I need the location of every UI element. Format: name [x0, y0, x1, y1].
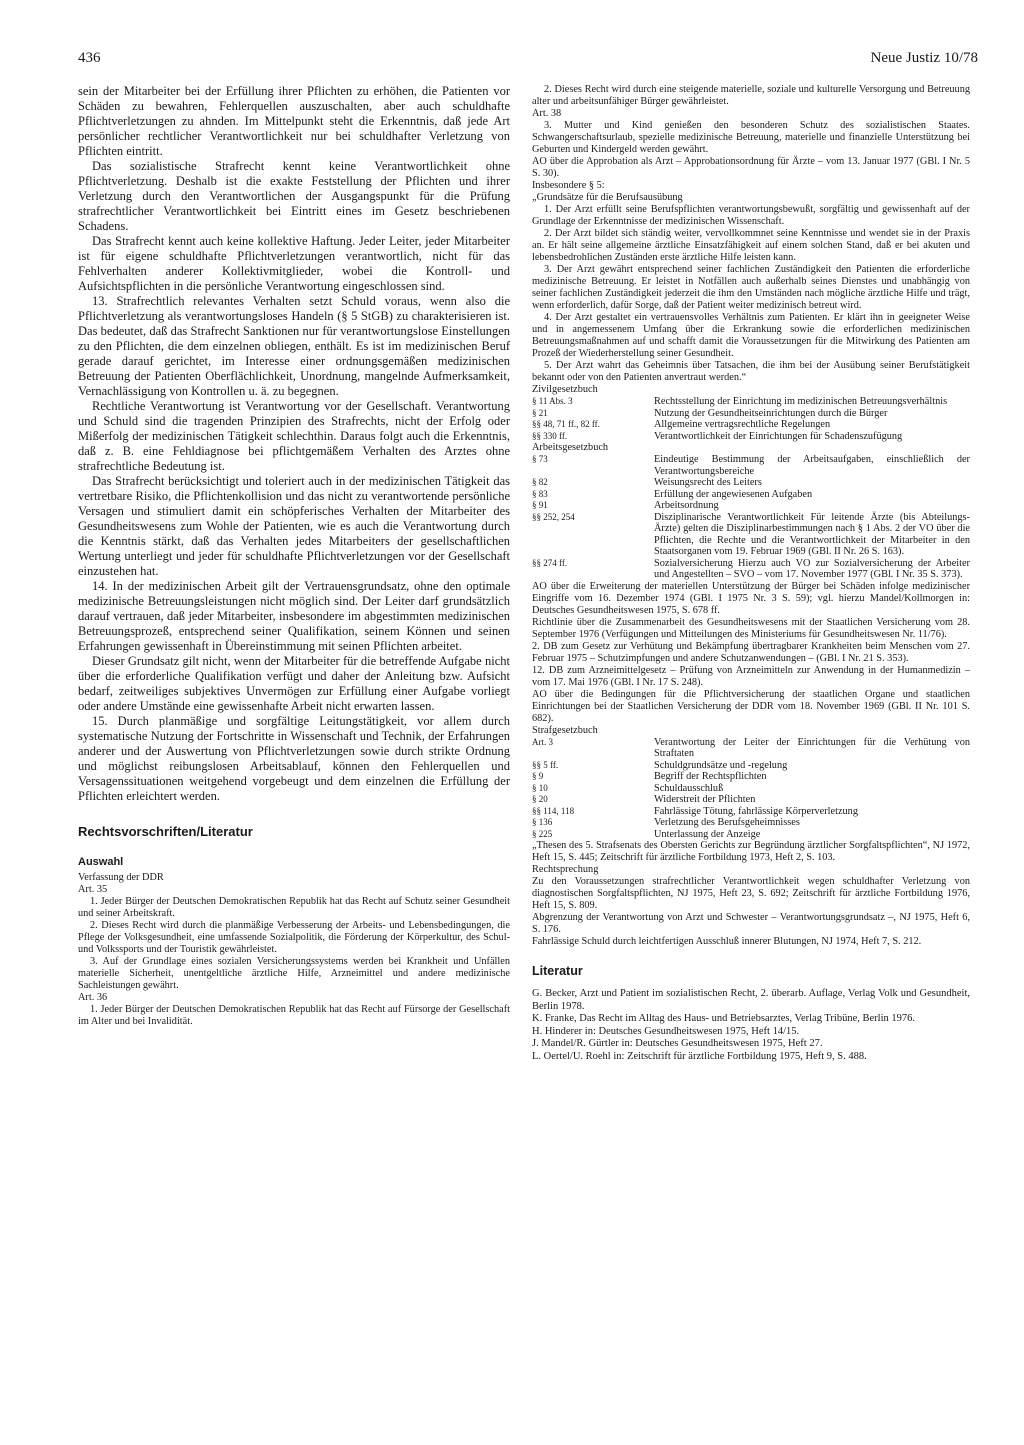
- law-text: Widerstreit der Pflichten: [654, 794, 756, 805]
- law-entry: [532, 806, 970, 818]
- code-title: Arbeitsgesetzbuch: [532, 442, 609, 453]
- source-text: 1. Der Arzt erfüllt seine Berufspflichten verantwortungsbewußt, sorgfältig und gewissenhaft auf der Grundlage der Erkenntnisse der medizinischen Wissenschaft.: [532, 204, 970, 227]
- body-paragraph: sein der Mitarbeiter bei der Erfüllung ihrer Pflichten zu erhöhen, die Patienten vor Schäden zu bewahren, Fehlerquellen auszuschalten, aber auch schuldhafte Pflichtverletzungen zu ahnden. Im Mittelpunkt steht die Erkenntnis, daß jede Art persönlicher rechtlicher Verantwortlichkeit nur bei schuldhafter Verletzung von Pflichten eintritt.: [78, 84, 510, 158]
- journal-issue: Neue Justiz 10/78: [870, 50, 978, 66]
- law-entry: [532, 794, 970, 806]
- law-entry: [532, 737, 970, 760]
- law-entry: [532, 558, 970, 581]
- body-paragraph: Das Strafrecht berücksichtigt und toleriert auch in der medizinischen Tätigkeit das vertretbare Risiko, die Pflichtenkollision und das nicht zu verantwortende persönliche Versagen und stimuliert damit ein schöpferisches Verhalten der Mitarbeiter des Gesundheitswesens zum Wohle der Patienten, wie es auch die Verantwortung durch die Kenntnis stärkt, daß das Verhalten jedes Mitarbeiters der gesellschaftlichen Wertung unterliegt und jeder für schuldhafte Pflichtverletzungen vor der Gesellschaft einzustehen hat.: [78, 474, 510, 578]
- source-text: 2. DB zum Gesetz zur Verhütung und Bekämpfung übertragbarer Krankheiten beim Menschen vom 27. Februar 1975 – Schutzimpfungen und andere Schutzanwendungen – (GBl. I Nr. 21 S. 353).: [532, 640, 970, 664]
- law-entry: [532, 771, 970, 783]
- literature-item: L. Oertel/U. Roehl in: Zeitschrift für ärztliche Fortbildung 1975, Heft 9, S. 488.: [532, 1050, 867, 1062]
- law-entry: [532, 512, 970, 558]
- article-ref: Art. 36: [78, 992, 108, 1003]
- sources-list: [78, 872, 510, 1028]
- left-column: [78, 84, 510, 1028]
- source-text: 2. Der Arzt bildet sich ständig weiter, vervollkommnet seine Kenntnisse und wendet sie in der Praxis an. Er hält seine allgemeine ärztliche Einsatzfähigkeit auf einem solchen Stand, daß er bei akuten und lebensbedrohlichen Zuständen erste ärztliche Hilfe leisten kann.: [532, 228, 970, 263]
- body-paragraph: Rechtliche Verantwortung ist Verantwortung vor der Gesellschaft. Verantwortung und Schuld sind die tragenden Prinzipien des Strafrechts, nicht der Erfolg oder Mißerfolg der medizinischen Tätigkeit schlechthin. Daraus folgt auch die Erkenntnis, daß z. B. eine Fehldiagnose bei pflichtgemäßem Verhalten des Arztes ohne strafrechtliche Bedeutung ist.: [78, 399, 510, 473]
- source-text: „Thesen des 5. Strafsenats des Obersten Gerichts zur Begründung ärztlicher Sorgfaltspflichten“, NJ 1972, Heft 15, S. 445; Zeitschrift für ärztliche Fortbildung 1973, Heft 2, S. 103.: [532, 840, 970, 863]
- case-law: [532, 840, 970, 948]
- law-ref: Art. 3: [532, 736, 553, 747]
- section-heading: Rechtsvorschriften/Literatur: [78, 824, 253, 839]
- source-text: AO über die Erweiterung der materiellen Unterstützung der Bürger bei Schäden infolge medizinischer Eingriffe vom 16. Dezember 1974 (GBl. I 1975 Nr. 3 S. 59); vgl. hierzu Mandel/Kollmorgen in: Deutsches Gesundheitswesen 1975, S. 678 ff.: [532, 580, 970, 616]
- law-entry: [532, 783, 970, 795]
- code-title: Zivilgesetzbuch: [532, 384, 598, 395]
- page-header: [78, 50, 978, 74]
- source-text: AO über die Bedingungen für die Pflichtversicherung der staatlichen Organe und staatlichen Einrichtungen bei der Staatlichen Versicherung der DDR vom 18. November 1969 (GBl. II Nr. 101 S. 682).: [532, 688, 970, 724]
- law-ref: § 10: [532, 782, 548, 793]
- source-text: 3. Auf der Grundlage eines sozialen Versicherungssystems werden bei Krankheit und Unfällen materielle Sicherheit, unentgeltliche ärztliche Hilfe, Arzneimittel und andere medizinische Sachleistungen gewährt.: [78, 956, 510, 991]
- source-text: 1. Jeder Bürger der Deutschen Demokratischen Republik hat das Recht auf Schutz seiner Gesundheit und seiner Arbeitskraft.: [78, 896, 510, 919]
- source-text: Insbesondere § 5:: [532, 180, 605, 191]
- source-text: 4. Der Arzt gestaltet ein vertrauensvolles Verhältnis zum Patienten. Er klärt ihn in geeigneter Weise und in angemessenem Umfang über die Erkrankung sowie die erforderlichen medizinischen Betreuungsmaßnahmen auf und schafft damit die Voraussetzungen für die Mitwirkung des Patienten am Prozeß der Wiederherstellung seiner Gesundheit.: [532, 312, 970, 359]
- article-ref: Art. 38: [532, 108, 562, 119]
- law-text: Begriff der Rechtspflichten: [654, 771, 767, 782]
- law-text: Eindeutige Bestimmung der Arbeitsaufgaben, einschließlich der Verantwortungsbereiche: [654, 454, 970, 477]
- law-entry: [532, 431, 970, 443]
- law-text: Verantwortung der Leiter der Einrichtungen für die Verhütung von Straftaten: [654, 736, 970, 759]
- literature-list: [532, 988, 970, 1063]
- law-entry: [532, 396, 970, 408]
- law-text: Weisungsrecht des Leiters: [654, 477, 762, 488]
- further-regulations: [532, 581, 970, 737]
- law-text: Schuldausschluß: [654, 782, 724, 794]
- law-entry: [532, 500, 970, 512]
- article-ref: Art. 35: [78, 884, 108, 895]
- source-text: 2. Dieses Recht wird durch eine steigende materielle, soziale und kulturelle Versorgung und Betreuung alter und arbeitsunfähiger Bürger gewährleistet.: [532, 84, 970, 107]
- law-ref: § 82: [532, 477, 548, 487]
- agb-list: [532, 454, 970, 581]
- law-ref: § 91: [532, 500, 548, 510]
- law-ref: § 73: [532, 454, 548, 464]
- body-paragraph: 14. In der medizinischen Arbeit gilt der Vertrauensgrundsatz, ohne den optimale medizinische Betreuungsleistungen nicht möglich sind. Der Leiter darf grundsätzlich darauf vertrauen, daß jeder Mitarbeiter, insbesondere im abgestimmten medizinischen Betreuungsprozeß, entsprechend seiner Qualifikation, seinem Können und seinen Erfahrungen gewissenhaft in Übereinstimmung mit seinen Pflichten arbeitet.: [78, 579, 510, 653]
- law-text: Arbeitsordnung: [654, 500, 719, 511]
- law-text: Allgemeine vertragsrechtliche Regelungen: [654, 419, 831, 430]
- law-ref: §§ 114, 118: [532, 805, 575, 816]
- literature-item: K. Franke, Das Recht im Alltag des Haus- und Betriebsarztes, Verlag Tribüne, Berlin 1976.: [532, 1013, 915, 1024]
- law-ref: § 11 Abs. 3: [532, 396, 573, 406]
- law-ref: § 83: [532, 488, 548, 499]
- body-paragraph: Das sozialistische Strafrecht kennt keine Verantwortlichkeit ohne Pflichtverletzung. Deshalb ist die exakte Feststellung der Pflichten und ihrer Verletzung durch den Verantwortlichen der Ausgangspunkt für die Prüfung strafrechtlicher Verantwortlichkeit bei Eintritt eines im Gesetz beschriebenen Schadens.: [78, 159, 510, 233]
- law-text: Schuldgrundsätze und -regelung: [654, 759, 788, 771]
- law-entry: [532, 454, 970, 477]
- law-ref: §§ 274 ff.: [532, 557, 568, 568]
- source-text: „Grundsätze für die Berufsausübung: [532, 192, 683, 203]
- law-text: Unterlassung der Anzeige: [654, 828, 761, 840]
- source-text: 5. Der Arzt wahrt das Geheimnis über Tatsachen, die ihm bei der Ausübung seiner Berufstätigkeit bekannt oder von den Patienten anvertraut werden.“: [532, 360, 970, 383]
- literature-item: G. Becker, Arzt und Patient im sozialistischen Recht, 2. überarb. Auflage, Verlag Volk und Gesundheit, Berlin 1978.: [532, 988, 970, 1012]
- subsection-heading: Auswahl: [78, 856, 124, 868]
- law-text: Verantwortlichkeit der Einrichtungen für Schadenszufügung: [654, 430, 903, 442]
- law-text: Erfüllung der angewiesenen Aufgaben: [654, 488, 813, 500]
- code-title: Strafgesetzbuch: [532, 724, 598, 736]
- literature-heading: Literatur: [532, 964, 583, 978]
- law-ref: §§ 48, 71 ff., 82 ff.: [532, 419, 600, 429]
- law-ref: § 20: [532, 794, 548, 804]
- agb-title-wrap: [532, 442, 970, 454]
- law-entry: [532, 817, 970, 829]
- source-text: Rechtsprechung: [532, 864, 599, 875]
- body-paragraph: Dieser Grundsatz gilt nicht, wenn der Mitarbeiter für die betreffende Aufgabe nicht über die erforderliche Qualifikation verfügt und daher der Anleitung bzw. Aufsicht bedarf, zeitweiliges subjektives Unvermögen zur Erfüllung einer Aufgabe vorliegt oder andere Umstände eine gewissenhafte Arbeit nicht erwarten lassen.: [78, 654, 510, 713]
- law-text: Verletzung des Berufsgeheimnisses: [654, 817, 800, 828]
- source-text: Richtlinie über die Zusammenarbeit des Gesundheitswesens mit der Staatlichen Versicherung vom 28. September 1976 (Verfügungen und Mitteilungen des Ministeriums für Gesundheitswesen Nr. 11/76).: [532, 616, 970, 640]
- page-number: 436: [78, 50, 101, 66]
- body-paragraph: 13. Strafrechtlich relevantes Verhalten setzt Schuld voraus, wenn also die Pflichtverletzung als verantwortungsloses Handeln (§ 5 StGB) zu charakterisieren ist. Das bedeutet, daß das Strafrecht Sanktionen nur für verantwortungslose Einstellungen zu den Pflichten, die dem einzelnen obliegen, enthält. Es ist im medizinischen Beruf gerade darauf gerichtet, im Interesse einer ordnungsgemäßen medizinischen Betreuung der Patienten Oberflächlichkeit, Unordnung, mangelnde Aufmerksamkeit, Vernachlässigung von Kontrollen u. ä. zu begegnen.: [78, 294, 510, 398]
- source-text: AO über die Approbation als Arzt – Approbationsordnung für Ärzte – vom 13. Januar 1977 (GBl. I Nr. 5 S. 30).: [532, 156, 970, 179]
- law-text: Nutzung der Gesundheitseinrichtungen durch die Bürger: [654, 407, 888, 419]
- law-ref: §§ 5 ff.: [532, 759, 559, 770]
- source-text: 2. Dieses Recht wird durch die planmäßige Verbesserung der Arbeits- und Lebensbedingungen, die Pflege der Volksgesundheit, eine umfassende Sozialpolitik, die Förderung der Körperkultur, des Schul- und Volkssports und der Touristik gewährleistet.: [78, 920, 510, 955]
- source-title: Verfassung der DDR: [78, 872, 164, 883]
- source-text: 12. DB zum Arzneimittelgesetz – Prüfung von Arzneimitteln zur Anwendung in der Humanmedizin – vom 17. Mai 1976 (GBl. I Nr. 17 S. 248).: [532, 664, 970, 688]
- law-ref: §§ 330 ff.: [532, 430, 568, 441]
- law-text: Disziplinarische Verantwortlichkeit Für leitende Ärzte (bis Abteilungs-Ärzte) gelten die Disziplinarbestimmungen nach § 1 Abs. 2 der VO über die Pflichten, die Rechte und die Verantwortlichkeit der Mitarbeiter in den Staatsorganen vom 19. Februar 1969 (GBl. II Nr. 26 S. 163).: [654, 511, 970, 557]
- zgb-list: [532, 396, 970, 442]
- literature-item: J. Mandel/R. Gürtler in: Deutsches Gesundheitswesen 1975, Heft 27.: [532, 1038, 823, 1049]
- law-ref: § 136: [532, 817, 553, 827]
- source-text: 3. Der Arzt gewährt entsprechend seiner fachlichen Zuständigkeit den Patienten die erforderliche medizinische Betreuung. Er leistet in Notfällen auch außerhalb seines Dienstes und unabhängig von seiner fachlichen Zuständigkeit jederzeit die ihm den Umständen nach mögliche ärztliche Hilfe und trägt, wenn erforderlich, dafür Sorge, daß der Patient weiter medizinisch betreut wird.: [532, 264, 970, 311]
- law-entry: [532, 477, 970, 489]
- law-ref: § 9: [532, 771, 544, 781]
- source-text: 3. Mutter und Kind genießen den besonderen Schutz des sozialistischen Staates. Schwangerschaftsurlaub, spezielle medizinische Betreuung, materielle und finanzielle Unterstützung bei Geburten und Kindergeld werden gewährt.: [532, 120, 970, 155]
- stgb-list: [532, 737, 970, 841]
- law-entry: [532, 760, 970, 772]
- source-text: Zu den Voraussetzungen strafrechtlicher Verantwortlichkeit wegen schuldhafter Verletzung von diagnostischen Sorgfaltspflichten, NJ 1975, Heft 23, S. 692; Zeitschrift für ärztliche Fortbildung 1976, Heft 15, S. 809.: [532, 876, 970, 911]
- source-text: Abgrenzung der Verantwortung von Arzt und Schwester – Verantwortungsgrundsatz –, NJ 1975, Heft 6, S. 176.: [532, 912, 970, 935]
- law-entry: [532, 489, 970, 501]
- law-ref: §§ 252, 254: [532, 511, 575, 522]
- law-entry: [532, 829, 970, 841]
- constitution-continuation: [532, 84, 970, 396]
- body-paragraph: 15. Durch planmäßige und sorgfältige Leitungstätigkeit, vor allem durch systematische Nutzung der Fortschritte in Wissenschaft und Technik, der Erfahrungen anderer und der Auswertung von Pflichtverletzungen sowie durch strikte Ordnung und möglichst reibungslosen Arbeitsablauf, können den Fehlerquellen und Versagenssituationen weitgehend vorgebeugt und dem einzelnen die Erfüllung der Pflichten erleichtert werden.: [78, 714, 510, 803]
- law-entry: [532, 419, 970, 431]
- body-paragraph: Das Strafrecht kennt auch keine kollektive Haftung. Jeder Leiter, jeder Mitarbeiter ist für eigene schuldhafte Pflichtverletzungen verantwortlich, nicht für das Fehlverhalten anderer Kollektivmitglieder, wobei die Kontroll- und Aufsichtspflichten in die persönliche Verantwortung eingeschlossen sind.: [78, 234, 510, 293]
- law-ref: § 225: [532, 828, 553, 839]
- law-entry: [532, 408, 970, 420]
- law-ref: § 21: [532, 407, 548, 418]
- right-column: [532, 84, 970, 1063]
- source-text: 1. Jeder Bürger der Deutschen Demokratischen Republik hat das Recht auf Fürsorge der Gesellschaft im Alter und bei Invalidität.: [78, 1004, 510, 1027]
- law-text: Rechtsstellung der Einrichtung im medizinischen Betreuungsverhältnis: [654, 396, 948, 407]
- source-text: Fahrlässige Schuld durch leichtfertigen Ausschluß innerer Blutungen, NJ 1974, Heft 7, S. 212.: [532, 936, 922, 947]
- literature-item: H. Hinderer in: Deutsches Gesundheitswesen 1975, Heft 14/15.: [532, 1025, 800, 1037]
- law-text: Sozialversicherung Hierzu auch VO zur Sozialversicherung der Arbeiter und Angestellten – SVO – vom 17. November 1977 (GBl. I Nr. 35 S. 373).: [654, 557, 970, 580]
- law-text: Fahrlässige Tötung, fahrlässige Körperverletzung: [654, 805, 858, 817]
